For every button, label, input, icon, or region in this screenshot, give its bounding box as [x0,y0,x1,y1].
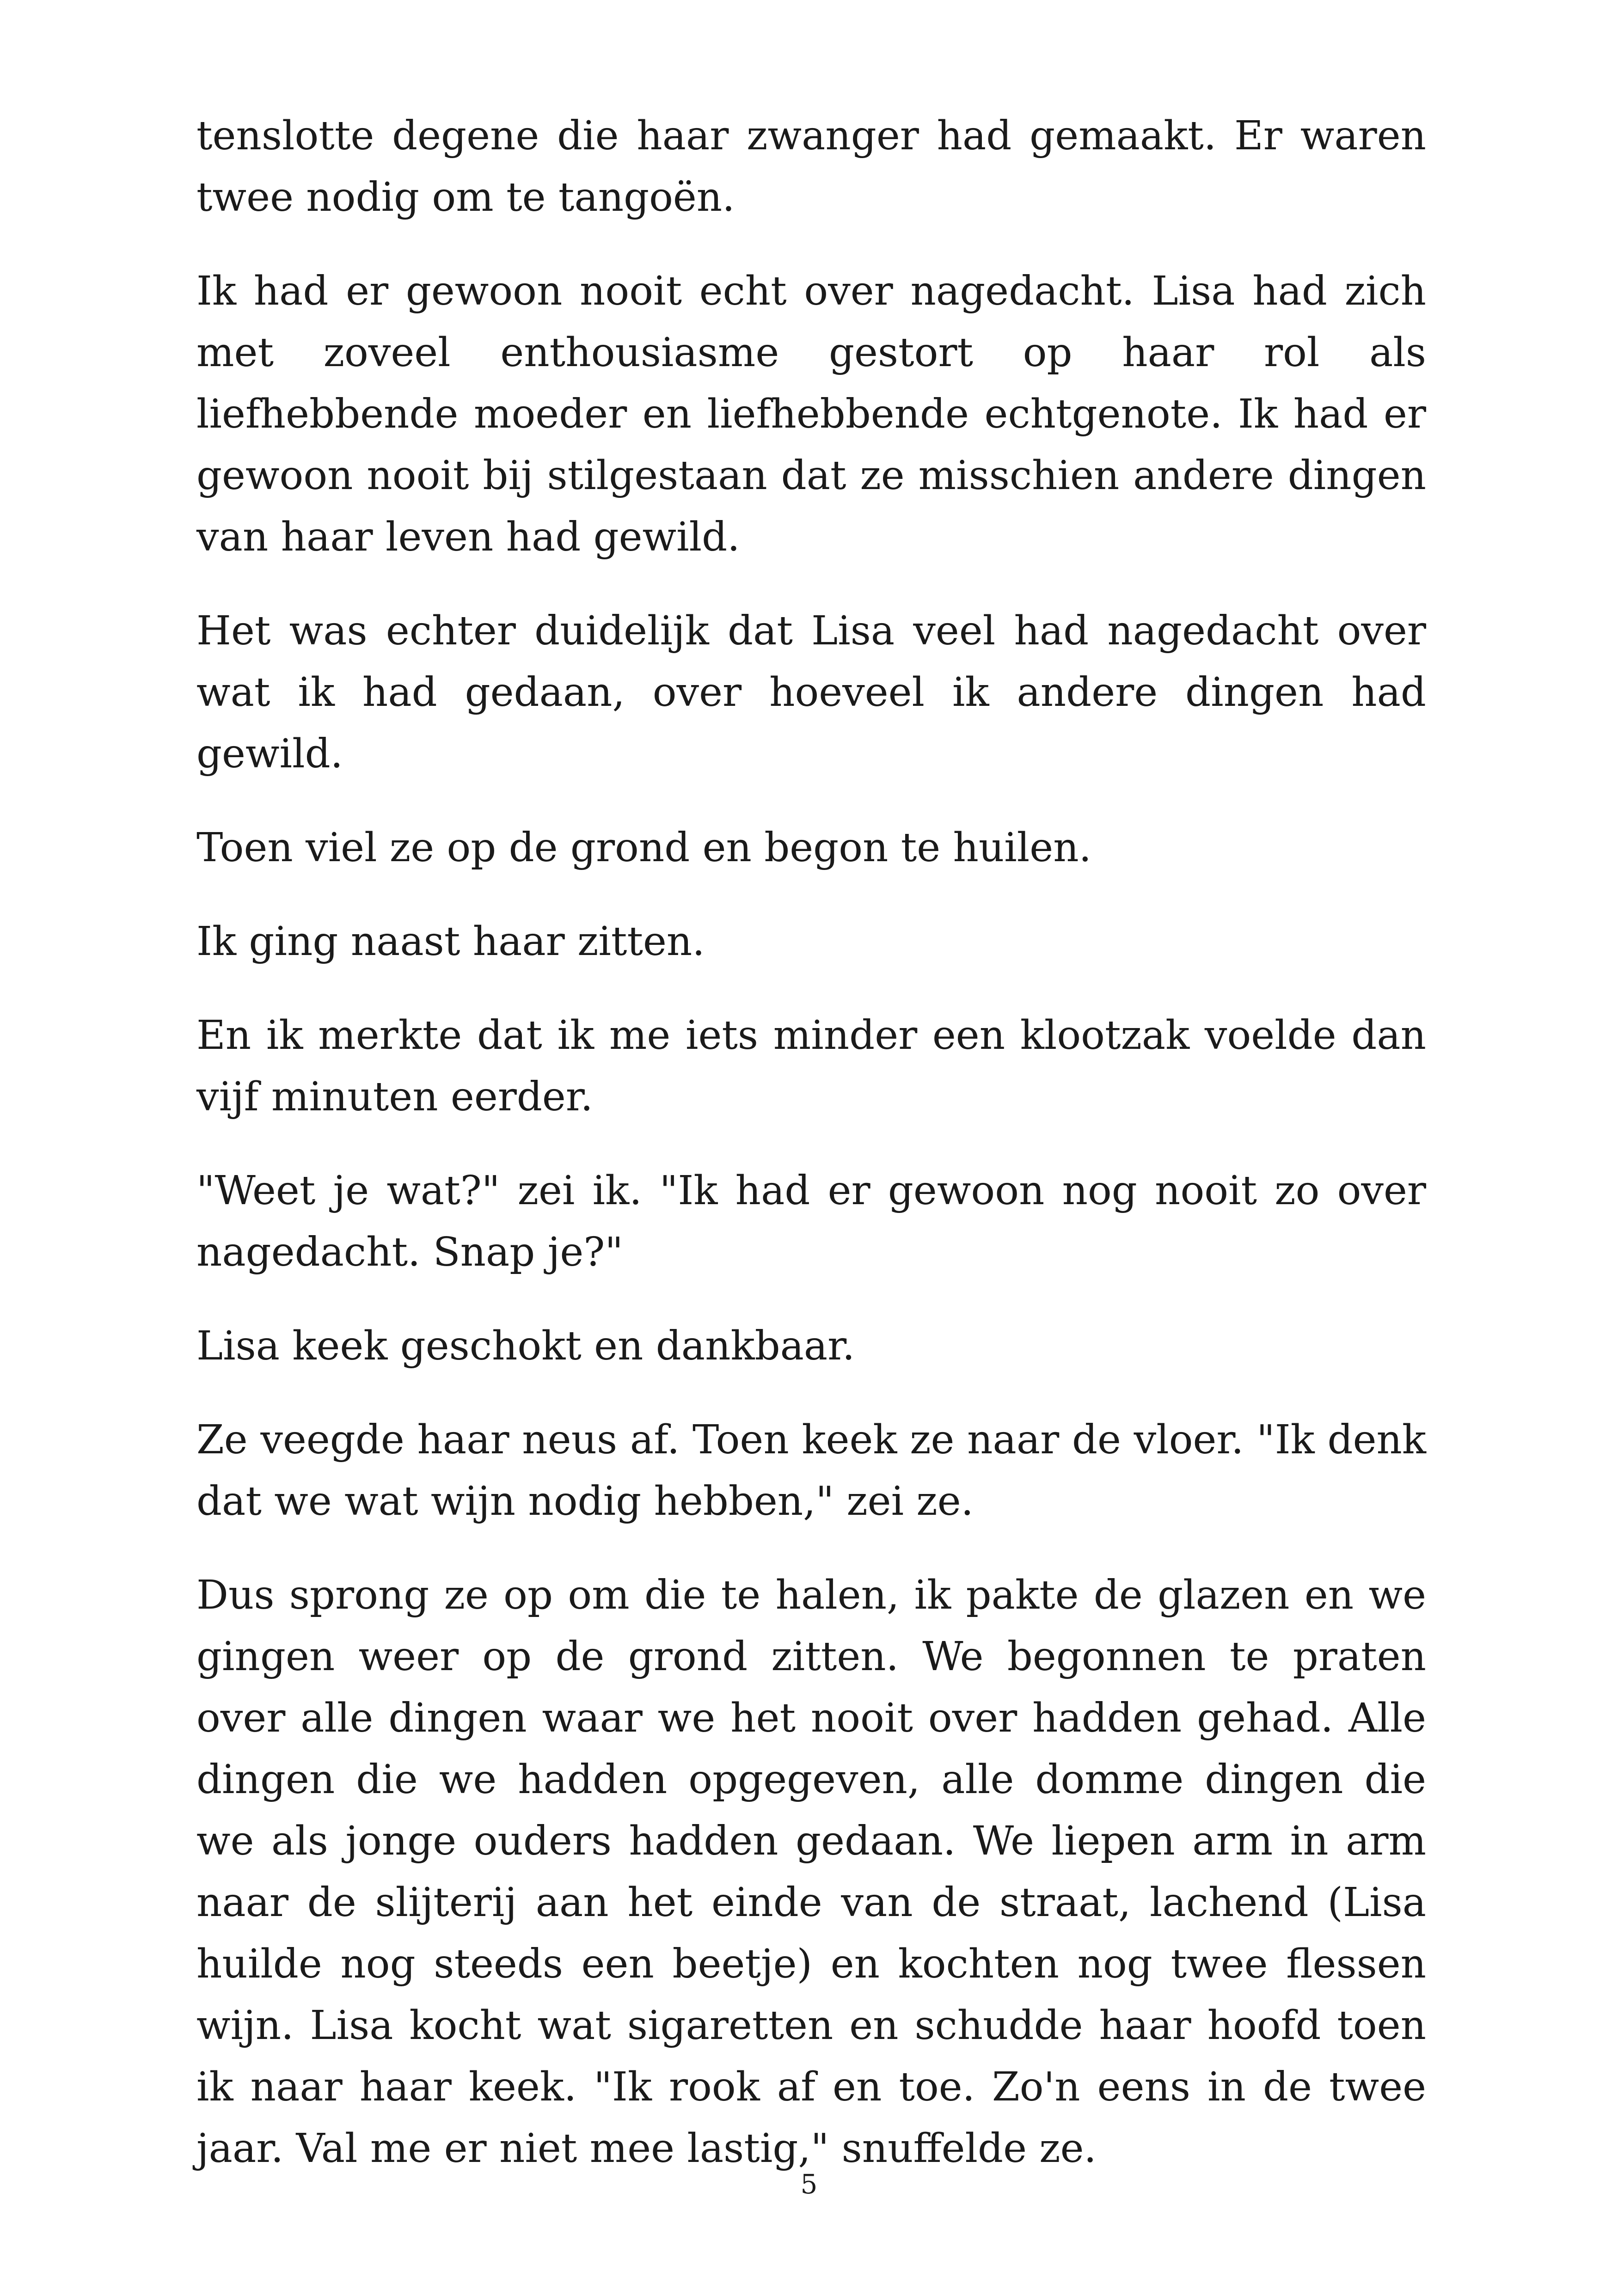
paragraph: "Weet je wat?" zei ik. "Ik had er gewoon nog nooit zo over nagedacht. Snap je?" [196,1168,1426,1275]
paragraph: Het was echter duidelijk dat Lisa veel had nagedacht over wat ik had gedaan, over hoeveel ik andere dingen had gewild. [196,608,1426,777]
paragraph: Ze veegde haar neus af. Toen keek ze naar de vloer. "Ik denk dat we wat wijn nodig hebben," zei ze. [196,1417,1426,1525]
paragraph: Ik had er gewoon nooit echt over nagedacht. Lisa had zich met zoveel enthousiasme gestort op haar rol als liefhebbende moeder en liefhebbende echtgenote. Ik had er gewoon nooit bij stilgestaan dat ze misschien andere dingen van haar leven had gewild. [196,268,1426,560]
paragraph: En ik merkte dat ik me iets minder een klootzak voelde dan vijf minuten eerder. [196,1012,1426,1120]
page-number: 5 [800,2168,818,2200]
paragraph: Lisa keek geschokt en dankbaar. [196,1323,855,1369]
body-text [196,105,1426,2212]
paragraph: Dus sprong ze op om die te halen, ik pakte de glazen en we gingen weer op de grond zitten. We begonnen te praten over alle dingen waar we het nooit over hadden gehad. Alle dingen die we hadden opgegeven, alle domme dingen die we als jonge ouders hadden gedaan. We liepen arm in arm naar de slijterij aan het einde van de straat, lachend (Lisa huilde nog steeds een beetje) en kochten nog twee flessen wijn. Lisa kocht wat sigaretten en schudde haar hoofd toen ik naar haar keek. "Ik rook af en toe. Zo'n eens in de twee jaar. Val me er niet mee lastig," snuffelde ze. [196,1572,1426,2172]
paragraph: Ik ging naast haar zitten. [196,918,705,965]
paragraph: tenslotte degene die haar zwanger had gemaakt. Er waren twee nodig om te tangoën. [196,113,1426,220]
paragraph: Toen viel ze op de grond en begon te huilen. [196,825,1091,871]
